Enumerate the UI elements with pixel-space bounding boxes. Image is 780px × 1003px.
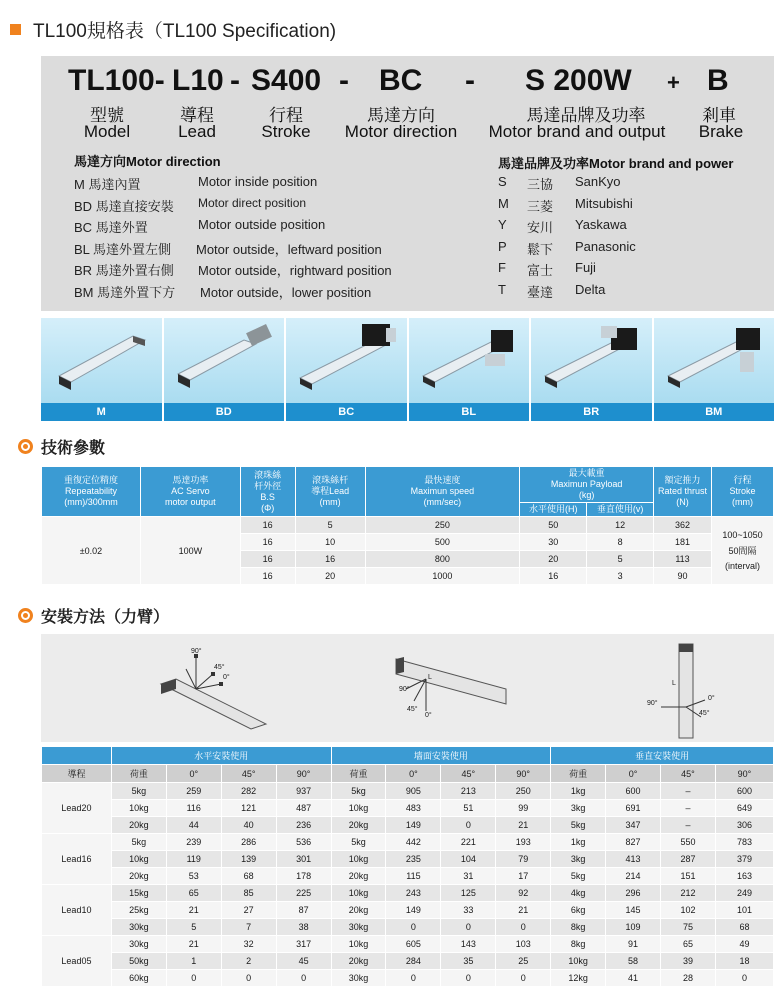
table-row [42,834,774,851]
col-header: 90° [276,765,331,783]
table-cell: – [661,783,716,800]
code-brake: B [707,64,729,97]
col-header: 0° [386,765,441,783]
list-item: BM 馬達外置下方 Motor outside，lower position [74,284,372,300]
table-cell: 12 [587,517,654,534]
col-header: 0° [606,765,661,783]
table-cell: 115 [386,868,441,885]
actuator-image [41,318,162,403]
table-cell: 0 [441,970,496,987]
table-row [42,517,774,534]
table-cell: 7 [221,919,276,936]
image-card-bd [164,318,285,416]
table-cell: 51 [441,800,496,817]
col-header: 荷重 [111,765,166,783]
table-cell: 0 [221,970,276,987]
table-cell: 487 [276,800,331,817]
spec-code-panel [41,56,774,311]
table-cell: 5kg [331,783,386,800]
table-cell: 296 [606,885,661,902]
col-header: 滾珠絲 杆外徑 B.S (Φ) [240,467,295,517]
table-cell: 68 [221,868,276,885]
image-label: BM [654,403,775,421]
bullet-circle-icon [18,608,33,623]
actuator-image [286,318,407,403]
list-item: P 鬆下 Panasonic [498,238,636,257]
table-cell: 10kg [331,885,386,902]
col-header: 馬達功率 AC Servo motor output [140,467,240,517]
table-cell: 8kg [551,936,606,953]
image-card-bc [286,318,407,416]
table-cell: 250 [496,783,551,800]
table-cell: 6kg [551,902,606,919]
image-label: BD [164,403,285,421]
table-cell: 44 [166,817,221,834]
image-card-bl [409,318,530,416]
lead-cell: Lead10 [42,885,112,936]
table-cell: – [661,817,716,834]
table-cell: 15kg [111,885,166,902]
col-header: 荷重 [551,765,606,783]
table-cell: 5kg [111,834,166,851]
table-cell: 20 [295,568,365,585]
table-cell: 79 [496,851,551,868]
table-cell: 125 [441,885,496,902]
table-cell: 783 [715,834,773,851]
actuator-image [164,318,285,403]
page-title: TL100規格表（TL100 Specification) [33,21,337,42]
table-row [42,868,774,885]
table-cell: 10kg [331,936,386,953]
table-cell: 181 [654,534,712,551]
table-cell: 10kg [551,953,606,970]
image-label: BC [286,403,407,421]
code-lead: L10 [172,64,224,97]
angle-label: 45° [699,710,710,717]
table-cell: 0 [276,970,331,987]
table-cell: 116 [166,800,221,817]
label-brake-cn: 剎車 [702,106,736,125]
col-header: 重復定位精度 Repeatability (mm)/300mm [42,467,141,517]
table-cell: 10kg [111,851,166,868]
table-cell: 109 [606,919,661,936]
table-cell: 92 [496,885,551,902]
table-cell: 99 [496,800,551,817]
table-cell: 41 [606,970,661,987]
label-direction-cn: 馬達方向 [367,106,435,125]
table-cell: 100W [140,517,240,585]
table-row [42,851,774,868]
table-cell: 347 [606,817,661,834]
table-cell: 16 [240,568,295,585]
table-cell: 483 [386,800,441,817]
table-cell: 282 [221,783,276,800]
list-item: BR 馬達外置右側 Motor outside，rightward position [74,263,392,279]
table-cell: 306 [715,817,773,834]
label-model-cn: 型號 [90,106,124,125]
table-cell: 50 [520,517,587,534]
table-cell: 1000 [365,568,520,585]
table-cell: 214 [606,868,661,885]
list-item: M 三菱 Mitsubishi [498,195,633,214]
actuator-image [531,318,652,403]
col-header: 最快速度 Maximun speed (mm/sec) [365,467,520,517]
table-cell: 30 [520,534,587,551]
code-dash: - [339,64,349,97]
table-cell: 442 [386,834,441,851]
list-item: Y 安川 Yaskawa [498,217,627,236]
table-cell: 30kg [111,936,166,953]
table-cell: 236 [276,817,331,834]
list-item: BC 馬達外置 Motor outside position [74,217,326,236]
table-cell: 0 [386,919,441,936]
table-cell: 221 [441,834,496,851]
motor-brand-title: 馬達品牌及功率Motor brand and power [498,156,734,171]
table-cell: 20kg [331,902,386,919]
table-cell: 60kg [111,970,166,987]
mount-heading: 安裝方法（力臂） [18,604,169,627]
col-header: 導程 [42,765,112,783]
table-cell: 68 [715,919,773,936]
page-title-row [10,16,336,43]
angle-label: 90° [399,686,410,693]
table-cell: 413 [606,851,661,868]
actuator-image [654,318,775,403]
tech-params-table [41,466,774,585]
table-cell: 149 [386,817,441,834]
table-cell: 21 [166,902,221,919]
table-cell: 31 [441,868,496,885]
table-row [42,970,774,987]
table-cell: 32 [221,936,276,953]
table-cell: 119 [166,851,221,868]
table-cell: 0 [715,970,773,987]
table-cell: 20 [520,551,587,568]
table-cell: 10kg [331,851,386,868]
angle-label: 0° [425,712,432,719]
col-header: 90° [715,765,773,783]
table-cell: 550 [661,834,716,851]
motor-direction-images [41,318,774,416]
table-cell: 30kg [331,919,386,936]
table-row [42,953,774,970]
table-cell: 600 [606,783,661,800]
lead-cell: Lead16 [42,834,112,885]
table-cell: 5kg [331,834,386,851]
group-header: 水平安裝使用 [111,747,331,765]
table-cell: 239 [166,834,221,851]
code-model: TL100- [68,64,165,97]
table-cell: 49 [715,936,773,953]
table-cell: 21 [496,817,551,834]
angle-label: 0° [223,674,230,681]
angle-label: 0° [708,695,715,702]
table-cell: 1kg [551,834,606,851]
table-cell: 250 [365,517,520,534]
table-cell: 600 [715,783,773,800]
table-row [42,936,774,953]
table-cell: 87 [276,902,331,919]
table-cell: 3kg [551,851,606,868]
mounting-load-table [41,746,774,987]
list-item: T 臺達 Delta [498,281,606,300]
group-header: 垂直安裝使用 [551,747,774,765]
code-stroke: S400 [251,64,322,97]
list-item: M 馬達內置 Motor inside position [74,174,318,192]
table-cell: 20kg [111,868,166,885]
table-cell: 18 [715,953,773,970]
table-cell: 1kg [551,783,606,800]
table-cell: 0 [441,919,496,936]
label-model-en: Model [83,122,131,141]
table-cell: 65 [166,885,221,902]
list-item: BD 馬達直接安裝 Motor direct position [74,195,307,214]
angle-label: 90° [647,700,658,707]
table-cell: 145 [606,902,661,919]
table-cell: 5kg [551,868,606,885]
table-cell: – [661,800,716,817]
table-cell: 3 [587,568,654,585]
group-header: 墻面安裝使用 [331,747,551,765]
table-cell: ±0.02 [42,517,141,585]
actuator-image [409,318,530,403]
table-cell: 800 [365,551,520,568]
image-card-br [531,318,652,416]
label-brand-en: Motor brand and output [488,122,666,141]
table-cell: 317 [276,936,331,953]
table-cell: 58 [606,953,661,970]
col-header: 額定推力 Rated thrust (N) [654,467,712,517]
table-cell: 40 [221,817,276,834]
table-cell: 286 [221,834,276,851]
table-cell: 193 [496,834,551,851]
bullet-circle-icon [18,439,33,454]
table-cell: 3kg [551,800,606,817]
table-cell: 21 [166,936,221,953]
table-cell: 28 [661,970,716,987]
tech-heading: 技術參數 [18,435,105,458]
horizontal-mount-diagram [151,644,301,739]
table-cell: 16 [295,551,365,568]
table-cell: 35 [441,953,496,970]
table-cell: 30kg [111,919,166,936]
angle-label: 45° [407,706,418,713]
table-cell: 10kg [331,800,386,817]
table-cell: 65 [661,936,716,953]
table-cell: 379 [715,851,773,868]
table-cell: 287 [661,851,716,868]
label-brake-en: Brake [698,122,744,141]
table-cell: 243 [386,885,441,902]
length-label: L [672,680,676,687]
table-cell: 259 [166,783,221,800]
table-cell: 235 [386,851,441,868]
table-cell: 16 [240,551,295,568]
table-cell: 178 [276,868,331,885]
code-motor: S 200W [525,64,632,97]
table-cell: 1 [166,953,221,970]
table-cell: 113 [654,551,712,568]
table-row [42,919,774,936]
table-cell: 33 [441,902,496,919]
image-card-m [41,318,162,416]
table-cell: 17 [496,868,551,885]
table-cell: 827 [606,834,661,851]
table-cell: 85 [221,885,276,902]
table-cell: 284 [386,953,441,970]
table-cell: 500 [365,534,520,551]
table-cell: 102 [661,902,716,919]
table-cell: 139 [221,851,276,868]
table-cell: 104 [441,851,496,868]
list-item: BL 馬達外置左側 Motor outside，leftward position [74,241,382,257]
image-card-bm [654,318,775,416]
col-header: 垂直使用(v) [587,503,654,517]
table-row [42,800,774,817]
label-stroke-cn: 行程 [269,106,303,125]
lead-cell: Lead05 [42,936,112,987]
table-cell: 905 [386,783,441,800]
table-cell: 5 [166,919,221,936]
table-cell: 5 [295,517,365,534]
table-cell: 2 [221,953,276,970]
table-cell: 0 [166,970,221,987]
table-row [42,817,774,834]
label-lead-cn: 導程 [180,106,214,125]
table-cell: 16 [240,517,295,534]
table-cell: 10kg [111,800,166,817]
table-cell: 143 [441,936,496,953]
table-cell: 536 [276,834,331,851]
table-cell: 103 [496,936,551,953]
table-cell: 20kg [331,817,386,834]
code-plus: + [667,70,680,95]
table-cell: 163 [715,868,773,885]
table-cell: 25kg [111,902,166,919]
col-header [42,747,112,765]
table-cell: 20kg [331,868,386,885]
table-cell: 45 [276,953,331,970]
table-cell: 149 [386,902,441,919]
code-dash: - [230,64,240,97]
table-cell: 20kg [111,817,166,834]
code-dash: - [465,64,475,97]
table-cell: 75 [661,919,716,936]
table-cell: 53 [166,868,221,885]
lead-cell: Lead20 [42,783,112,834]
table-cell: 101 [715,902,773,919]
table-row [42,885,774,902]
label-brand-cn: 馬達品牌及功率 [526,106,646,125]
table-cell: 362 [654,517,712,534]
table-cell: 937 [276,783,331,800]
table-cell: 16 [520,568,587,585]
table-cell: 25 [496,953,551,970]
table-cell: 30kg [331,970,386,987]
col-header: 滾珠絲杆 導程Lead (mm) [295,467,365,517]
col-header: 水平使用(H) [520,503,587,517]
table-cell: 4kg [551,885,606,902]
table-cell: 20kg [331,953,386,970]
table-cell: 249 [715,885,773,902]
table-cell: 8 [587,534,654,551]
table-cell: 0 [496,970,551,987]
col-header: 45° [661,765,716,783]
list-item: S 三協 SanKyo [498,174,621,192]
col-header: 0° [166,765,221,783]
angle-label: 90° [191,648,202,655]
col-header: 45° [441,765,496,783]
bullet-square-icon [10,24,21,35]
table-cell: 10 [295,534,365,551]
table-cell: 301 [276,851,331,868]
table-cell: 0 [496,919,551,936]
col-header: 行程 Stroke (mm) [711,467,773,517]
table-cell: 213 [441,783,496,800]
table-cell: 5 [587,551,654,568]
code-direction: BC [379,64,423,97]
wall-mount-diagram [386,649,516,719]
table-cell: 649 [715,800,773,817]
table-cell: 27 [221,902,276,919]
table-cell: 0 [441,817,496,834]
col-header: 90° [496,765,551,783]
motor-direction-title: 馬達方向Motor direction [74,154,221,169]
length-label: L [428,674,432,681]
table-cell: 151 [661,868,716,885]
table-cell: 0 [386,970,441,987]
angle-label: 45° [214,664,225,671]
vertical-mount-diagram [641,642,721,740]
label-stroke-en: Stroke [261,122,311,141]
table-cell: 605 [386,936,441,953]
image-label: BL [409,403,530,421]
table-cell: 12kg [551,970,606,987]
table-row [42,902,774,919]
table-cell: 225 [276,885,331,902]
table-cell: 16 [240,534,295,551]
motor-brand-list [498,174,758,304]
table-cell: 90 [654,568,712,585]
label-lead-en: Lead [178,122,216,141]
table-cell: 39 [661,953,716,970]
list-item: F 富士 Fuji [498,260,596,279]
image-label: M [41,403,162,421]
mounting-diagrams [41,634,774,742]
table-cell: 100~1050 50間隔 (interval) [711,517,773,585]
image-label: BR [531,403,652,421]
col-header: 45° [221,765,276,783]
table-cell: 212 [661,885,716,902]
table-cell: 50kg [111,953,166,970]
col-header: 最大載重 Maximun Payload (kg) [520,467,654,503]
label-direction-en: Motor direction [344,122,458,141]
table-cell: 5kg [111,783,166,800]
table-cell: 5kg [551,817,606,834]
table-cell: 38 [276,919,331,936]
table-cell: 8kg [551,919,606,936]
col-header: 荷重 [331,765,386,783]
table-cell: 121 [221,800,276,817]
table-row [42,783,774,800]
motor-direction-list [74,174,434,304]
table-cell: 691 [606,800,661,817]
table-cell: 91 [606,936,661,953]
table-cell: 21 [496,902,551,919]
